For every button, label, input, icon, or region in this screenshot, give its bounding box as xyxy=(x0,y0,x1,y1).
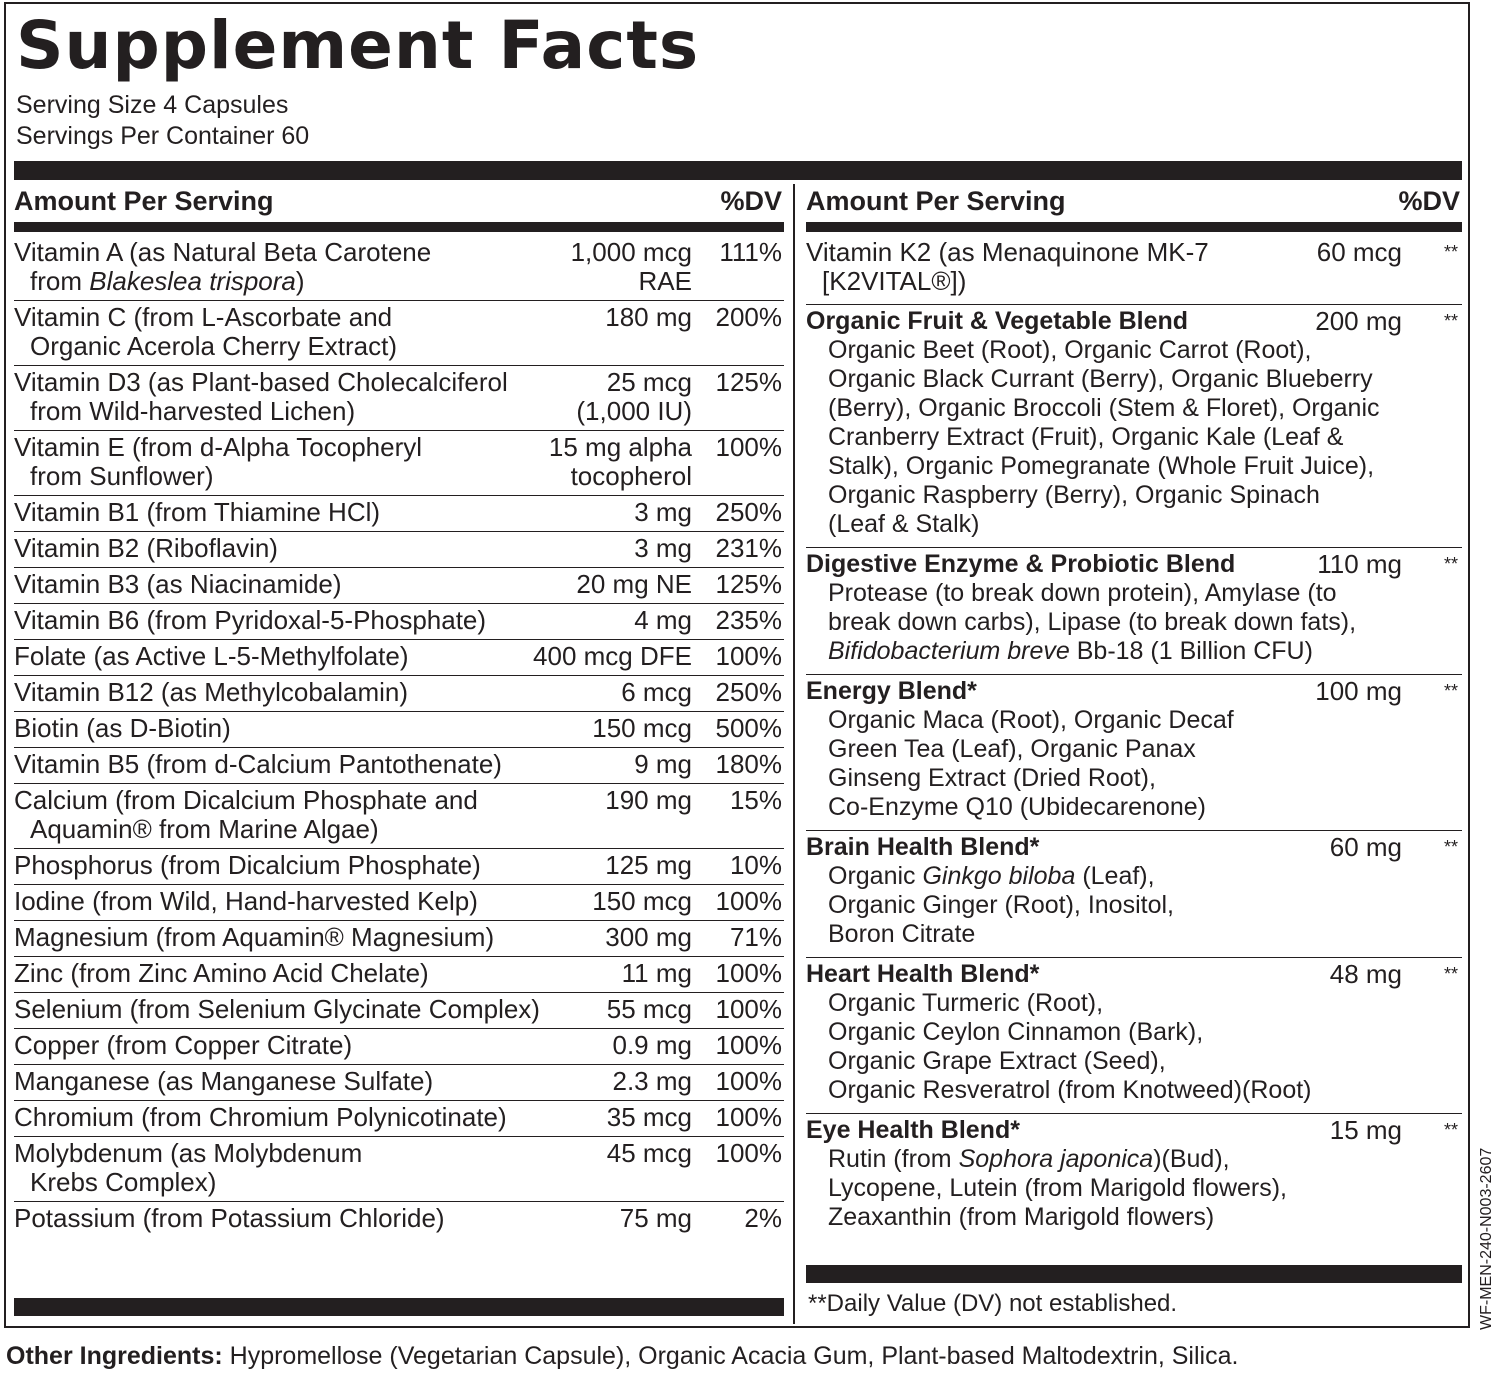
blend-ingredients-line xyxy=(806,862,1462,891)
blend-row xyxy=(806,236,1462,305)
amount-value: 3 mg xyxy=(634,533,692,563)
daily-value: 100% xyxy=(715,1102,782,1132)
nutrient-row xyxy=(14,993,784,1029)
nutrient-amount xyxy=(613,1031,693,1060)
nutrient-amount xyxy=(549,433,692,491)
amount-per-serving-heading: Amount Per Serving xyxy=(806,186,1066,216)
blend-ingredients-line: Protease (to break down protein), Amylase (to xyxy=(828,579,1337,607)
ingredient-text: Rutin (from xyxy=(828,1145,959,1173)
daily-value: ** xyxy=(1443,1120,1458,1140)
daily-value: 100% xyxy=(715,1066,782,1096)
nutrient-row xyxy=(14,431,784,496)
nutrient-row xyxy=(14,1101,784,1137)
right-blend-list xyxy=(806,236,1462,1240)
nutrient-name: Vitamin B12 (as Methylcobalamin) xyxy=(14,677,409,707)
nutrient-row xyxy=(14,604,784,640)
daily-value: ** xyxy=(1443,554,1458,574)
nutrient-row xyxy=(14,676,784,712)
other-ingredients xyxy=(6,1340,1238,1372)
daily-value: 250% xyxy=(715,497,782,527)
blend-ingredients-line: Green Tea (Leaf), Organic Panax xyxy=(828,735,1196,763)
nutrient-amount xyxy=(533,642,692,671)
nutrient-name: Vitamin B1 (from Thiamine HCl) xyxy=(14,497,381,527)
blend-ingredients-line: Organic Grape Extract (Seed), xyxy=(828,1047,1166,1075)
blend-ingredients-line: Stalk), Organic Pomegranate (Whole Fruit Juice), xyxy=(828,452,1375,480)
blend-ingredients-line: Cranberry Extract (Fruit), Organic Kale (Leaf & xyxy=(828,423,1344,451)
blend-amount: 110 mg xyxy=(1317,549,1402,579)
amount-value: 150 mcg xyxy=(592,886,692,916)
nutrient-row xyxy=(14,1137,784,1202)
amount-value: 75 mg xyxy=(619,1203,692,1233)
other-ingredients-label: Other Ingredients: xyxy=(6,1342,223,1370)
blend-amount: 60 mg xyxy=(1329,832,1402,862)
nutrient-name: Potassium (from Potassium Chloride) xyxy=(14,1203,445,1233)
nutrient-name: Zinc (from Zinc Amino Acid Chelate) xyxy=(14,958,429,988)
product-code: WF-MEN-240-N003-2607 xyxy=(1478,1147,1495,1330)
nutrient-row xyxy=(14,1029,784,1065)
nutrient-name: Molybdenum (as Molybdenum xyxy=(14,1138,363,1168)
dv-heading: %DV xyxy=(1398,186,1460,216)
source-text: from xyxy=(30,266,90,296)
other-ingredients-list: Hypromellose (Vegetarian Capsule), Organic Acacia Gum, Plant-based Maltodextrin, Silica. xyxy=(222,1342,1239,1370)
blend-ingredients-line: Boron Citrate xyxy=(828,920,976,948)
blend-amount: 60 mcg xyxy=(1316,237,1402,267)
amount-value: 25 mcg xyxy=(606,367,692,397)
daily-value: 71% xyxy=(729,922,782,952)
amount-value: 20 mg NE xyxy=(576,569,692,599)
nutrient-amount xyxy=(634,498,692,527)
nutrient-row xyxy=(14,849,784,885)
daily-value: 125% xyxy=(715,367,782,397)
blend-amount: 15 mg xyxy=(1329,1115,1402,1145)
nutrient-row xyxy=(14,366,784,431)
blend-name: Brain Health Blend* xyxy=(806,833,1040,861)
left-bottom-rule xyxy=(14,1298,784,1316)
daily-value: ** xyxy=(1443,311,1458,331)
left-header-rule xyxy=(14,222,784,232)
amount-value: 11 mg xyxy=(621,958,692,988)
blend-ingredients-line: Organic Turmeric (Root), xyxy=(828,989,1104,1017)
blend-ingredients-line: (Leaf & Stalk) xyxy=(828,510,980,538)
nutrient-name: Biotin (as D-Biotin) xyxy=(14,713,231,743)
nutrient-source xyxy=(14,815,784,844)
column-divider xyxy=(793,184,795,1324)
left-column xyxy=(14,180,784,1237)
nutrient-name: Folate (as Active L-5-Methylfolate) xyxy=(14,641,409,671)
serving-size: Serving Size 4 Capsules xyxy=(16,91,289,119)
daily-value: 100% xyxy=(715,886,782,916)
amount-value: 400 mcg DFE xyxy=(533,641,692,671)
blend-ingredients-line: Organic Beet (Root), Organic Carrot (Root), xyxy=(828,336,1312,364)
amount-value: 0.9 mg xyxy=(612,1030,692,1060)
daily-value: ** xyxy=(1443,837,1458,857)
blend-ingredients-line: Lycopene, Lutein (from Marigold flowers), xyxy=(828,1174,1287,1202)
amount-value: 55 mcg xyxy=(606,994,692,1024)
right-header-rule xyxy=(806,222,1462,232)
daily-value: 200% xyxy=(715,302,782,332)
daily-value: 100% xyxy=(715,641,782,671)
blend-name: Digestive Enzyme & Probiotic Blend xyxy=(806,550,1236,578)
nutrient-name: Magnesium (from Aquamin® Magnesium) xyxy=(14,922,495,952)
blend-ingredients-line: Organic Black Currant (Berry), Organic Blueberry xyxy=(828,365,1373,393)
nutrient-name: Selenium (from Selenium Glycinate Complex) xyxy=(14,994,540,1024)
nutrient-name: Calcium (from Dicalcium Phosphate and xyxy=(14,785,478,815)
blend-name: Eye Health Blend* xyxy=(806,1116,1020,1144)
ingredient-italic: Bifidobacterium breve xyxy=(828,637,1070,665)
daily-value: 100% xyxy=(715,1030,782,1060)
blend-name: Heart Health Blend* xyxy=(806,960,1040,988)
blend-row xyxy=(806,958,1462,1114)
nutrient-amount xyxy=(607,1139,692,1168)
nutrient-row xyxy=(14,1202,784,1237)
amount-unit: tocopherol xyxy=(570,461,692,491)
panel-title: Supplement Facts xyxy=(16,7,700,84)
daily-value: 180% xyxy=(715,749,782,779)
nutrient-amount xyxy=(621,678,692,707)
amount-value: 2.3 mg xyxy=(612,1066,692,1096)
left-header xyxy=(14,180,784,222)
daily-value: ** xyxy=(1443,242,1458,262)
amount-unit: RAE xyxy=(638,266,692,296)
blend-ingredients-line: Organic Ceylon Cinnamon (Bark), xyxy=(828,1018,1204,1046)
nutrient-row xyxy=(14,921,784,957)
servings-per-container: Servings Per Container 60 xyxy=(16,122,310,150)
daily-value: 235% xyxy=(715,605,782,635)
nutrient-amount xyxy=(605,923,692,952)
blend-row xyxy=(806,831,1462,958)
blend-name: Organic Fruit & Vegetable Blend xyxy=(806,307,1189,335)
ingredient-italic: Ginkgo biloba xyxy=(922,862,1076,890)
amount-value: 3 mg xyxy=(634,497,692,527)
ingredient-text-end: (Leaf), xyxy=(1075,862,1155,890)
nutrient-row xyxy=(14,236,784,301)
nutrient-amount xyxy=(592,714,692,743)
nutrient-name: Phosphorus (from Dicalcium Phosphate) xyxy=(14,850,481,880)
nutrient-name: Vitamin B6 (from Pyridoxal-5-Phosphate) xyxy=(14,605,487,635)
nutrient-amount xyxy=(605,303,692,332)
nutrient-name: Vitamin B2 (Riboflavin) xyxy=(14,533,278,563)
nutrient-row xyxy=(14,885,784,921)
top-thick-rule xyxy=(14,161,1462,180)
nutrient-row xyxy=(14,748,784,784)
blend-ingredients-line: Ginseng Extract (Dried Root), xyxy=(828,764,1156,792)
ingredient-text: Organic xyxy=(828,862,923,890)
nutrient-amount xyxy=(605,786,692,815)
daily-value: ** xyxy=(1443,681,1458,701)
nutrient-amount xyxy=(620,1204,692,1233)
blend-row xyxy=(806,1114,1462,1240)
blend-ingredients-line: (Berry), Organic Broccoli (Stem & Floret), Organic xyxy=(828,394,1380,422)
amount-per-serving-heading: Amount Per Serving xyxy=(14,186,274,216)
nutrient-name: Vitamin E (from d-Alpha Tocopheryl xyxy=(14,432,423,462)
daily-value: 500% xyxy=(715,713,782,743)
amount-value: 190 mg xyxy=(605,785,692,815)
nutrient-name: Iodine (from Wild, Hand-harvested Kelp) xyxy=(14,886,478,916)
source-text: Krebs Complex) xyxy=(30,1167,217,1197)
blend-amount: 100 mg xyxy=(1315,676,1402,706)
amount-value: 45 mcg xyxy=(606,1138,692,1168)
nutrient-row xyxy=(14,784,784,849)
right-header xyxy=(806,180,1462,222)
blend-ingredients-line: Organic Maca (Root), Organic Decaf xyxy=(828,706,1234,734)
ingredient-italic: Sophora japonica xyxy=(958,1145,1154,1173)
source-italic: Blakeslea trispora xyxy=(89,266,296,296)
amount-value: 150 mcg xyxy=(592,713,692,743)
amount-value: 35 mcg xyxy=(606,1102,692,1132)
blend-amount: 48 mg xyxy=(1329,959,1402,989)
daily-value: ** xyxy=(1443,964,1458,984)
nutrient-amount xyxy=(571,238,692,296)
source-text: from Wild-harvested Lichen) xyxy=(30,396,356,426)
amount-value: 1,000 mcg xyxy=(570,237,692,267)
blend-row xyxy=(806,675,1462,831)
amount-unit: (1,000 IU) xyxy=(576,396,692,426)
nutrient-amount xyxy=(607,1103,692,1132)
nutrient-name: Vitamin B3 (as Niacinamide) xyxy=(14,569,342,599)
daily-value: 250% xyxy=(715,677,782,707)
daily-value: 231% xyxy=(715,533,782,563)
blend-name: Vitamin K2 (as Menaquinone MK-7 xyxy=(806,237,1209,267)
blend-ingredients-line: break down carbs), Lipase (to break down fats), xyxy=(828,608,1357,636)
blend-ingredients-line: Organic Ginger (Root), Inositol, xyxy=(828,891,1174,919)
right-column xyxy=(806,180,1462,1240)
nutrient-name: Vitamin C (from L-Ascorbate and xyxy=(14,302,393,332)
nutrient-amount xyxy=(576,570,692,599)
nutrient-row xyxy=(14,496,784,532)
amount-value: 300 mg xyxy=(605,922,692,952)
blend-row xyxy=(806,548,1462,675)
nutrient-name: Vitamin A (as Natural Beta Carotene xyxy=(14,237,432,267)
blend-ingredients-line: Co-Enzyme Q10 (Ubidecarenone) xyxy=(828,793,1206,821)
dv-footnote: **Daily Value (DV) not established. xyxy=(808,1290,1178,1317)
nutrient-amount xyxy=(634,606,692,635)
blend-ingredients-line: Organic Raspberry (Berry), Organic Spinach xyxy=(828,481,1320,509)
nutrient-amount xyxy=(634,534,692,563)
daily-value: 15% xyxy=(729,785,782,815)
source-text: Aquamin® from Marine Algae) xyxy=(30,814,379,844)
blend-name: Energy Blend* xyxy=(806,677,977,705)
right-bottom-rule xyxy=(806,1265,1462,1283)
ingredient-text-end: Bb-18 (1 Billion CFU) xyxy=(1069,637,1313,665)
amount-value: 9 mg xyxy=(634,749,692,779)
amount-value: 180 mg xyxy=(605,302,692,332)
nutrient-row xyxy=(14,712,784,748)
nutrient-source xyxy=(14,332,784,361)
blend-amount: 200 mg xyxy=(1315,306,1402,336)
ingredient-text-end: )(Bud), xyxy=(1153,1145,1230,1173)
blend-source: [K2VITAL®]) xyxy=(822,266,967,296)
nutrient-row xyxy=(14,532,784,568)
daily-value: 2% xyxy=(744,1203,782,1233)
nutrient-amount xyxy=(634,750,692,779)
blend-ingredients-line xyxy=(806,637,1462,666)
blend-ingredients-line xyxy=(806,1145,1462,1174)
daily-value: 100% xyxy=(715,994,782,1024)
daily-value: 100% xyxy=(715,432,782,462)
nutrient-row xyxy=(14,957,784,993)
nutrient-amount xyxy=(592,887,692,916)
nutrient-name: Vitamin B5 (from d-Calcium Pantothenate) xyxy=(14,749,502,779)
left-nutrient-list xyxy=(14,236,784,1237)
nutrient-amount xyxy=(607,995,692,1024)
nutrient-row xyxy=(14,301,784,366)
source-text: from Sunflower) xyxy=(30,461,214,491)
source-text-end: ) xyxy=(295,266,305,296)
nutrient-amount xyxy=(576,368,692,426)
daily-value: 10% xyxy=(729,850,782,880)
nutrient-name: Copper (from Copper Citrate) xyxy=(14,1030,353,1060)
amount-value: 6 mcg xyxy=(621,677,692,707)
nutrient-name: Vitamin D3 (as Plant-based Cholecalciferol xyxy=(14,367,508,397)
blend-ingredients-line: Organic Resveratrol (from Knotweed)(Root) xyxy=(828,1076,1312,1104)
source-text: Organic Acerola Cherry Extract) xyxy=(30,331,398,361)
nutrient-row xyxy=(14,1065,784,1101)
nutrient-row xyxy=(14,640,784,676)
nutrient-amount xyxy=(605,851,692,880)
daily-value: 100% xyxy=(715,1138,782,1168)
amount-value: 125 mg xyxy=(605,850,692,880)
nutrient-amount xyxy=(613,1067,693,1096)
daily-value: 111% xyxy=(719,237,782,267)
blend-row xyxy=(806,305,1462,548)
daily-value: 100% xyxy=(715,958,782,988)
amount-value: 15 mg alpha xyxy=(548,432,692,462)
blend-ingredients-line: Zeaxanthin (from Marigold flowers) xyxy=(828,1203,1215,1231)
nutrient-row xyxy=(14,568,784,604)
nutrient-name: Manganese (as Manganese Sulfate) xyxy=(14,1066,434,1096)
nutrient-name: Chromium (from Chromium Polynicotinate) xyxy=(14,1102,507,1132)
amount-value: 4 mg xyxy=(634,605,692,635)
nutrient-source xyxy=(14,1168,784,1197)
nutrient-amount xyxy=(622,959,692,988)
daily-value: 125% xyxy=(715,569,782,599)
dv-heading: %DV xyxy=(720,186,782,216)
